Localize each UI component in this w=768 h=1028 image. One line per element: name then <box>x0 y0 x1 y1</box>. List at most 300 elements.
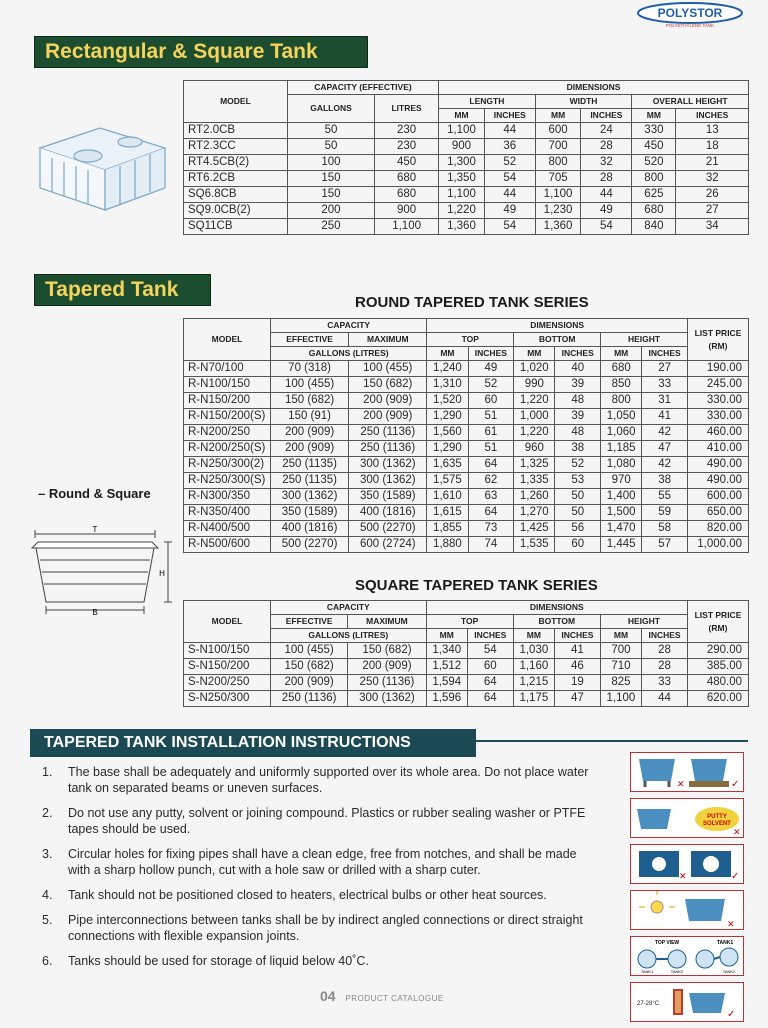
table-cell: 200 (909) <box>271 441 349 457</box>
table-row <box>184 219 749 235</box>
svg-text:POLYETHYLENE TANK: POLYETHYLENE TANK <box>665 23 715 28</box>
table-cell: 1,080 <box>601 457 642 473</box>
table-cell: 200 (909) <box>271 675 348 691</box>
table-cell: 48 <box>555 425 601 441</box>
table-cell: 62 <box>468 473 514 489</box>
table-cell: 28 <box>581 139 632 155</box>
table-cell: 41 <box>642 409 688 425</box>
heat-source-icon <box>630 890 744 930</box>
table-cell: 60 <box>468 393 514 409</box>
model-cell: R-N200/250 <box>184 425 271 441</box>
table-cell: 450 <box>632 139 676 155</box>
col-inches: INCHES <box>554 629 600 643</box>
table-cell: 990 <box>514 377 555 393</box>
table-row <box>184 457 749 473</box>
table-cell: 41 <box>554 643 600 659</box>
col-length: LENGTH <box>439 95 536 109</box>
table-cell: 33 <box>642 675 688 691</box>
table-cell: 200 (909) <box>348 659 426 675</box>
instruction-step <box>38 764 598 796</box>
table-cell: 42 <box>642 425 688 441</box>
table-cell: 1,855 <box>427 521 468 537</box>
table-cell: 1,270 <box>514 505 555 521</box>
table-cell: 410.00 <box>688 441 749 457</box>
table-cell: 680 <box>375 171 439 187</box>
table-row <box>184 393 749 409</box>
table-cell: 250 (1135) <box>271 457 349 473</box>
col-gallons-litres: GALLONS (LITRES) <box>271 347 427 361</box>
table-row <box>184 659 749 675</box>
table-row <box>184 675 749 691</box>
col-top: TOP <box>426 615 513 629</box>
table-cell: 1,220 <box>514 425 555 441</box>
table-cell: 57 <box>642 537 688 553</box>
model-cell: R-N250/300(S) <box>184 473 271 489</box>
table-cell: 520 <box>632 155 676 171</box>
table-cell: 60 <box>555 537 601 553</box>
table-cell: 1,615 <box>427 505 468 521</box>
table-cell: 28 <box>581 171 632 187</box>
svg-text:TANK2: TANK2 <box>722 969 736 974</box>
table-cell: 250 (1136) <box>349 441 427 457</box>
table-cell: 13 <box>676 123 749 139</box>
table-cell: 1,360 <box>535 219 581 235</box>
rectangular-tank-table <box>183 80 749 235</box>
model-cell: RT2.0CB <box>184 123 288 139</box>
col-dimensions: DIMENSIONS <box>427 319 688 333</box>
table-cell: 1,160 <box>513 659 554 675</box>
table-cell: 900 <box>375 203 439 219</box>
model-cell: R-N100/150 <box>184 377 271 393</box>
table-cell: 27 <box>676 203 749 219</box>
hole-punch-icon <box>630 844 744 884</box>
table-cell: 230 <box>375 139 439 155</box>
table-row <box>184 361 749 377</box>
model-cell: R-N300/350 <box>184 489 271 505</box>
table-cell: 47 <box>642 441 688 457</box>
col-list-price: LIST PRICE (RM) <box>688 319 749 361</box>
model-cell: R-N400/500 <box>184 521 271 537</box>
footer <box>320 988 444 1004</box>
col-height: HEIGHT <box>600 615 687 629</box>
step-text: Do not use any putty, solvent or joining compound. Plastics or rubber sealing washer or PTFE tapes should be used. <box>68 806 586 836</box>
step-text: Tank should not be positioned closed to heaters, electrical bulbs or other heat sources. <box>68 888 547 902</box>
square-series-title: SQUARE TAPERED TANK SERIES <box>355 577 598 594</box>
table-cell: 63 <box>468 489 514 505</box>
table-cell: 625 <box>632 187 676 203</box>
table-cell: 61 <box>468 425 514 441</box>
table-row <box>184 203 749 219</box>
table-cell: 52 <box>468 377 514 393</box>
col-inches: INCHES <box>468 347 514 361</box>
table-cell: 650.00 <box>688 505 749 521</box>
model-cell: S-N150/200 <box>184 659 271 675</box>
table-cell: 300 (1362) <box>349 457 427 473</box>
table-cell: 58 <box>642 521 688 537</box>
model-cell: R-N200/250(S) <box>184 441 271 457</box>
step-number: 1. <box>42 765 53 779</box>
model-cell: SQ11CB <box>184 219 288 235</box>
table-cell: 970 <box>601 473 642 489</box>
table-cell: 24 <box>581 123 632 139</box>
table-cell: 300 (1362) <box>348 691 426 707</box>
table-cell: 250 <box>287 219 374 235</box>
table-cell: 600.00 <box>688 489 749 505</box>
table-cell: 100 <box>287 155 374 171</box>
table-cell: 1,880 <box>427 537 468 553</box>
table-cell: 680 <box>601 361 642 377</box>
step-text: Tanks should be used for storage of liquid below 40˚C. <box>68 954 369 968</box>
table-row <box>184 187 749 203</box>
table-cell: 1,100 <box>535 187 581 203</box>
svg-text:✕: ✕ <box>679 871 687 881</box>
footer-label: PRODUCT CATALOGUE <box>345 994 444 1003</box>
model-cell: R-N350/400 <box>184 505 271 521</box>
table-row <box>184 377 749 393</box>
model-cell: RT2.3CC <box>184 139 288 155</box>
table-row <box>184 691 749 707</box>
table-cell: 100 (455) <box>271 643 348 659</box>
table-cell: 54 <box>467 643 513 659</box>
table-cell: 51 <box>468 441 514 457</box>
table-cell: 820.00 <box>688 521 749 537</box>
table-cell: 46 <box>554 659 600 675</box>
svg-text:TANK1: TANK1 <box>716 940 734 946</box>
table-cell: 330.00 <box>688 393 749 409</box>
table-cell: 1,500 <box>601 505 642 521</box>
col-capacity: CAPACITY <box>271 319 427 333</box>
table-cell: 1,335 <box>514 473 555 489</box>
table-cell: 350 (1589) <box>271 505 349 521</box>
table-cell: 290.00 <box>688 643 749 659</box>
col-mm: MM <box>632 109 676 123</box>
table-cell: 460.00 <box>688 425 749 441</box>
model-cell: R-N250/300(2) <box>184 457 271 473</box>
table-cell: 36 <box>484 139 535 155</box>
table-cell: 150 (91) <box>271 409 349 425</box>
table-cell: 54 <box>484 219 535 235</box>
table-cell: 21 <box>676 155 749 171</box>
table-cell: 250 (1136) <box>349 425 427 441</box>
step-number: 5. <box>42 913 53 927</box>
table-cell: 300 (1362) <box>349 473 427 489</box>
table-cell: 64 <box>467 675 513 691</box>
table-cell: 230 <box>375 123 439 139</box>
table-cell: 150 (682) <box>348 643 426 659</box>
col-mm: MM <box>601 347 642 361</box>
col-width: WIDTH <box>535 95 632 109</box>
table-cell: 680 <box>632 203 676 219</box>
col-model: MODEL <box>184 81 288 123</box>
table-cell: 200 (909) <box>349 393 427 409</box>
page-number: 04 <box>320 988 336 1004</box>
table-cell: 150 <box>287 171 374 187</box>
installation-steps <box>38 764 598 978</box>
col-capacity: CAPACITY (EFFECTIVE) <box>287 81 438 95</box>
table-cell: 33 <box>642 377 688 393</box>
col-mm: MM <box>427 347 468 361</box>
table-cell: 490.00 <box>688 457 749 473</box>
table-cell: 150 (682) <box>271 659 348 675</box>
table-cell: 250 (1135) <box>271 473 349 489</box>
table-cell: 1,575 <box>427 473 468 489</box>
table-cell: 1,100 <box>439 187 485 203</box>
table-cell: 490.00 <box>688 473 749 489</box>
table-cell: 1,290 <box>427 409 468 425</box>
table-row <box>184 537 749 553</box>
round-square-label: – Round & Square <box>38 486 151 501</box>
table-cell: 600 <box>535 123 581 139</box>
col-inches: INCHES <box>555 347 601 361</box>
col-inches: INCHES <box>484 109 535 123</box>
diagram-height-label: H <box>159 569 165 578</box>
table-cell: 1,185 <box>601 441 642 457</box>
step-number: 6. <box>42 954 53 968</box>
table-cell: 1,175 <box>513 691 554 707</box>
table-cell: 39 <box>555 409 601 425</box>
table-cell: 200 (909) <box>271 425 349 441</box>
table-cell: 800 <box>535 155 581 171</box>
model-cell: R-N150/200(S) <box>184 409 271 425</box>
table-cell: 1,400 <box>601 489 642 505</box>
table-cell: 50 <box>287 123 374 139</box>
col-mm: MM <box>600 629 641 643</box>
table-cell: 1,220 <box>439 203 485 219</box>
col-maximum: MAXIMUM <box>348 615 426 629</box>
table-cell: 150 (682) <box>349 377 427 393</box>
table-cell: 900 <box>439 139 485 155</box>
col-list-price: LIST PRICE (RM) <box>688 601 749 643</box>
svg-text:✓: ✓ <box>731 871 740 882</box>
col-model: MODEL <box>184 601 271 643</box>
table-row <box>184 425 749 441</box>
table-cell: 400 (1816) <box>271 521 349 537</box>
col-gallons-litres: GALLONS (LITRES) <box>271 629 427 643</box>
table-row <box>184 139 749 155</box>
table-cell: 700 <box>535 139 581 155</box>
col-overall-height: OVERALL HEIGHT <box>632 95 749 109</box>
table-cell: 44 <box>484 123 535 139</box>
table-cell: 190.00 <box>688 361 749 377</box>
col-mm: MM <box>513 629 554 643</box>
instruction-step <box>38 887 598 903</box>
col-mm: MM <box>439 109 485 123</box>
instruction-step <box>38 846 598 878</box>
table-cell: 150 <box>287 187 374 203</box>
col-inches: INCHES <box>467 629 513 643</box>
table-cell: 52 <box>484 155 535 171</box>
table-cell: 1,240 <box>427 361 468 377</box>
table-cell: 1,635 <box>427 457 468 473</box>
table-cell: 1,000 <box>514 409 555 425</box>
table-cell: 26 <box>676 187 749 203</box>
svg-text:✕: ✕ <box>677 779 685 789</box>
table-cell: 1,100 <box>439 123 485 139</box>
table-cell: 70 (318) <box>271 361 349 377</box>
table-row <box>184 123 749 139</box>
table-cell: 74 <box>468 537 514 553</box>
round-tapered-table <box>183 318 749 553</box>
model-cell: SQ9.0CB(2) <box>184 203 288 219</box>
svg-text:SOLVENT: SOLVENT <box>703 821 731 827</box>
table-cell: 1,360 <box>439 219 485 235</box>
table-cell: 705 <box>535 171 581 187</box>
table-cell: 38 <box>642 473 688 489</box>
table-row <box>184 643 749 659</box>
table-cell: 1,260 <box>514 489 555 505</box>
step-text: Pipe interconnections between tanks shall be by indirect angled connections or direct straight connections with flexible expansion joints. <box>68 913 583 943</box>
instruction-step <box>38 912 598 944</box>
col-maximum: MAXIMUM <box>349 333 427 347</box>
table-cell: 39 <box>555 377 601 393</box>
table-cell: 28 <box>642 643 688 659</box>
col-inches: INCHES <box>581 109 632 123</box>
table-cell: 64 <box>467 691 513 707</box>
table-cell: 73 <box>468 521 514 537</box>
model-cell: R-N150/200 <box>184 393 271 409</box>
table-cell: 50 <box>555 505 601 521</box>
table-cell: 49 <box>484 203 535 219</box>
svg-text:27-28°C: 27-28°C <box>637 1001 660 1007</box>
svg-text:✕: ✕ <box>727 919 735 929</box>
col-effective: EFFECTIVE <box>271 333 349 347</box>
table-cell: 300 (1362) <box>271 489 349 505</box>
col-inches: INCHES <box>676 109 749 123</box>
table-cell: 1,100 <box>600 691 641 707</box>
table-cell: 50 <box>555 489 601 505</box>
table-cell: 1,230 <box>535 203 581 219</box>
step-number: 4. <box>42 888 53 902</box>
svg-text:PUTTY: PUTTY <box>707 814 727 820</box>
col-effective: EFFECTIVE <box>271 615 348 629</box>
col-top: TOP <box>427 333 514 347</box>
table-cell: 53 <box>555 473 601 489</box>
no-putty-solvent-icon <box>630 798 744 838</box>
table-cell: 245.00 <box>688 377 749 393</box>
table-cell: 1,350 <box>439 171 485 187</box>
step-text: The base shall be adequately and uniformly supported over its whole area. Do not place water tank on separated beams or uneven surfaces. <box>68 765 589 795</box>
table-cell: 1,060 <box>601 425 642 441</box>
col-dimensions: DIMENSIONS <box>426 601 687 615</box>
step-number: 2. <box>42 806 53 820</box>
col-capacity: CAPACITY <box>271 601 427 615</box>
table-row <box>184 409 749 425</box>
svg-text:✕: ✕ <box>733 827 741 837</box>
table-cell: 385.00 <box>688 659 749 675</box>
table-cell: 800 <box>632 171 676 187</box>
table-cell: 1,020 <box>514 361 555 377</box>
col-bottom: BOTTOM <box>514 333 601 347</box>
diagram-bottom-label: B <box>92 608 98 616</box>
table-cell: 54 <box>484 171 535 187</box>
table-cell: 49 <box>581 203 632 219</box>
rectangular-tank-illustration <box>30 108 170 216</box>
table-cell: 28 <box>642 659 688 675</box>
table-row <box>184 473 749 489</box>
table-cell: 500 (2270) <box>349 521 427 537</box>
temperature-icon <box>630 982 744 1022</box>
table-cell: 1,445 <box>601 537 642 553</box>
table-cell: 64 <box>468 457 514 473</box>
table-cell: 54 <box>581 219 632 235</box>
instruction-icons <box>630 752 748 1028</box>
table-cell: 1,300 <box>439 155 485 171</box>
step-number: 3. <box>42 847 53 861</box>
table-cell: 600 (2724) <box>349 537 427 553</box>
table-cell: 700 <box>600 643 641 659</box>
table-cell: 52 <box>555 457 601 473</box>
table-cell: 480.00 <box>688 675 749 691</box>
col-inches: INCHES <box>642 629 688 643</box>
rectangular-square-title: Rectangular & Square Tank <box>34 36 368 68</box>
svg-text:TANK2: TANK2 <box>670 969 684 974</box>
model-cell: S-N100/150 <box>184 643 271 659</box>
table-row <box>184 155 749 171</box>
table-cell: 620.00 <box>688 691 749 707</box>
table-cell: 60 <box>467 659 513 675</box>
table-cell: 200 (909) <box>349 409 427 425</box>
table-cell: 1,425 <box>514 521 555 537</box>
table-cell: 27 <box>642 361 688 377</box>
col-mm: MM <box>426 629 467 643</box>
installation-instructions-title: TAPERED TANK INSTALLATION INSTRUCTIONS <box>30 729 476 757</box>
svg-text:✓: ✓ <box>727 1009 736 1020</box>
table-cell: 19 <box>554 675 600 691</box>
col-bottom: BOTTOM <box>513 615 600 629</box>
tapered-tank-diagram <box>30 516 180 616</box>
table-cell: 1,596 <box>426 691 467 707</box>
table-cell: 850 <box>601 377 642 393</box>
table-cell: 200 <box>287 203 374 219</box>
table-cell: 825 <box>600 675 641 691</box>
instruction-step <box>38 805 598 837</box>
table-cell: 1,610 <box>427 489 468 505</box>
col-height: HEIGHT <box>601 333 688 347</box>
table-cell: 18 <box>676 139 749 155</box>
table-cell: 250 (1136) <box>271 691 348 707</box>
table-cell: 1,290 <box>427 441 468 457</box>
table-cell: 100 (455) <box>349 361 427 377</box>
table-cell: 330.00 <box>688 409 749 425</box>
table-cell: 150 (682) <box>271 393 349 409</box>
table-cell: 44 <box>642 691 688 707</box>
table-cell: 1,535 <box>514 537 555 553</box>
table-cell: 59 <box>642 505 688 521</box>
col-mm: MM <box>535 109 581 123</box>
table-row <box>184 505 749 521</box>
model-cell: R-N500/600 <box>184 537 271 553</box>
table-cell: 50 <box>287 139 374 155</box>
col-mm: MM <box>514 347 555 361</box>
table-cell: 51 <box>468 409 514 425</box>
table-cell: 960 <box>514 441 555 457</box>
table-cell: 250 (1136) <box>348 675 426 691</box>
table-cell: 710 <box>600 659 641 675</box>
svg-text:TOP VIEW: TOP VIEW <box>654 940 680 946</box>
table-cell: 32 <box>676 171 749 187</box>
table-cell: 1,560 <box>427 425 468 441</box>
step-text: Circular holes for fixing pipes shall have a clean edge, free from notches, and shall be made with a sharp hollow punch, cut with a hole saw or drilled with a sharp cuter. <box>68 847 577 877</box>
model-cell: RT6.2CB <box>184 171 288 187</box>
table-cell: 1,310 <box>427 377 468 393</box>
square-tapered-table <box>183 600 749 707</box>
model-cell: S-N200/250 <box>184 675 271 691</box>
table-cell: 800 <box>601 393 642 409</box>
table-cell: 840 <box>632 219 676 235</box>
diagram-top-label: T <box>92 525 98 534</box>
table-cell: 1,512 <box>426 659 467 675</box>
table-cell: 350 (1589) <box>349 489 427 505</box>
